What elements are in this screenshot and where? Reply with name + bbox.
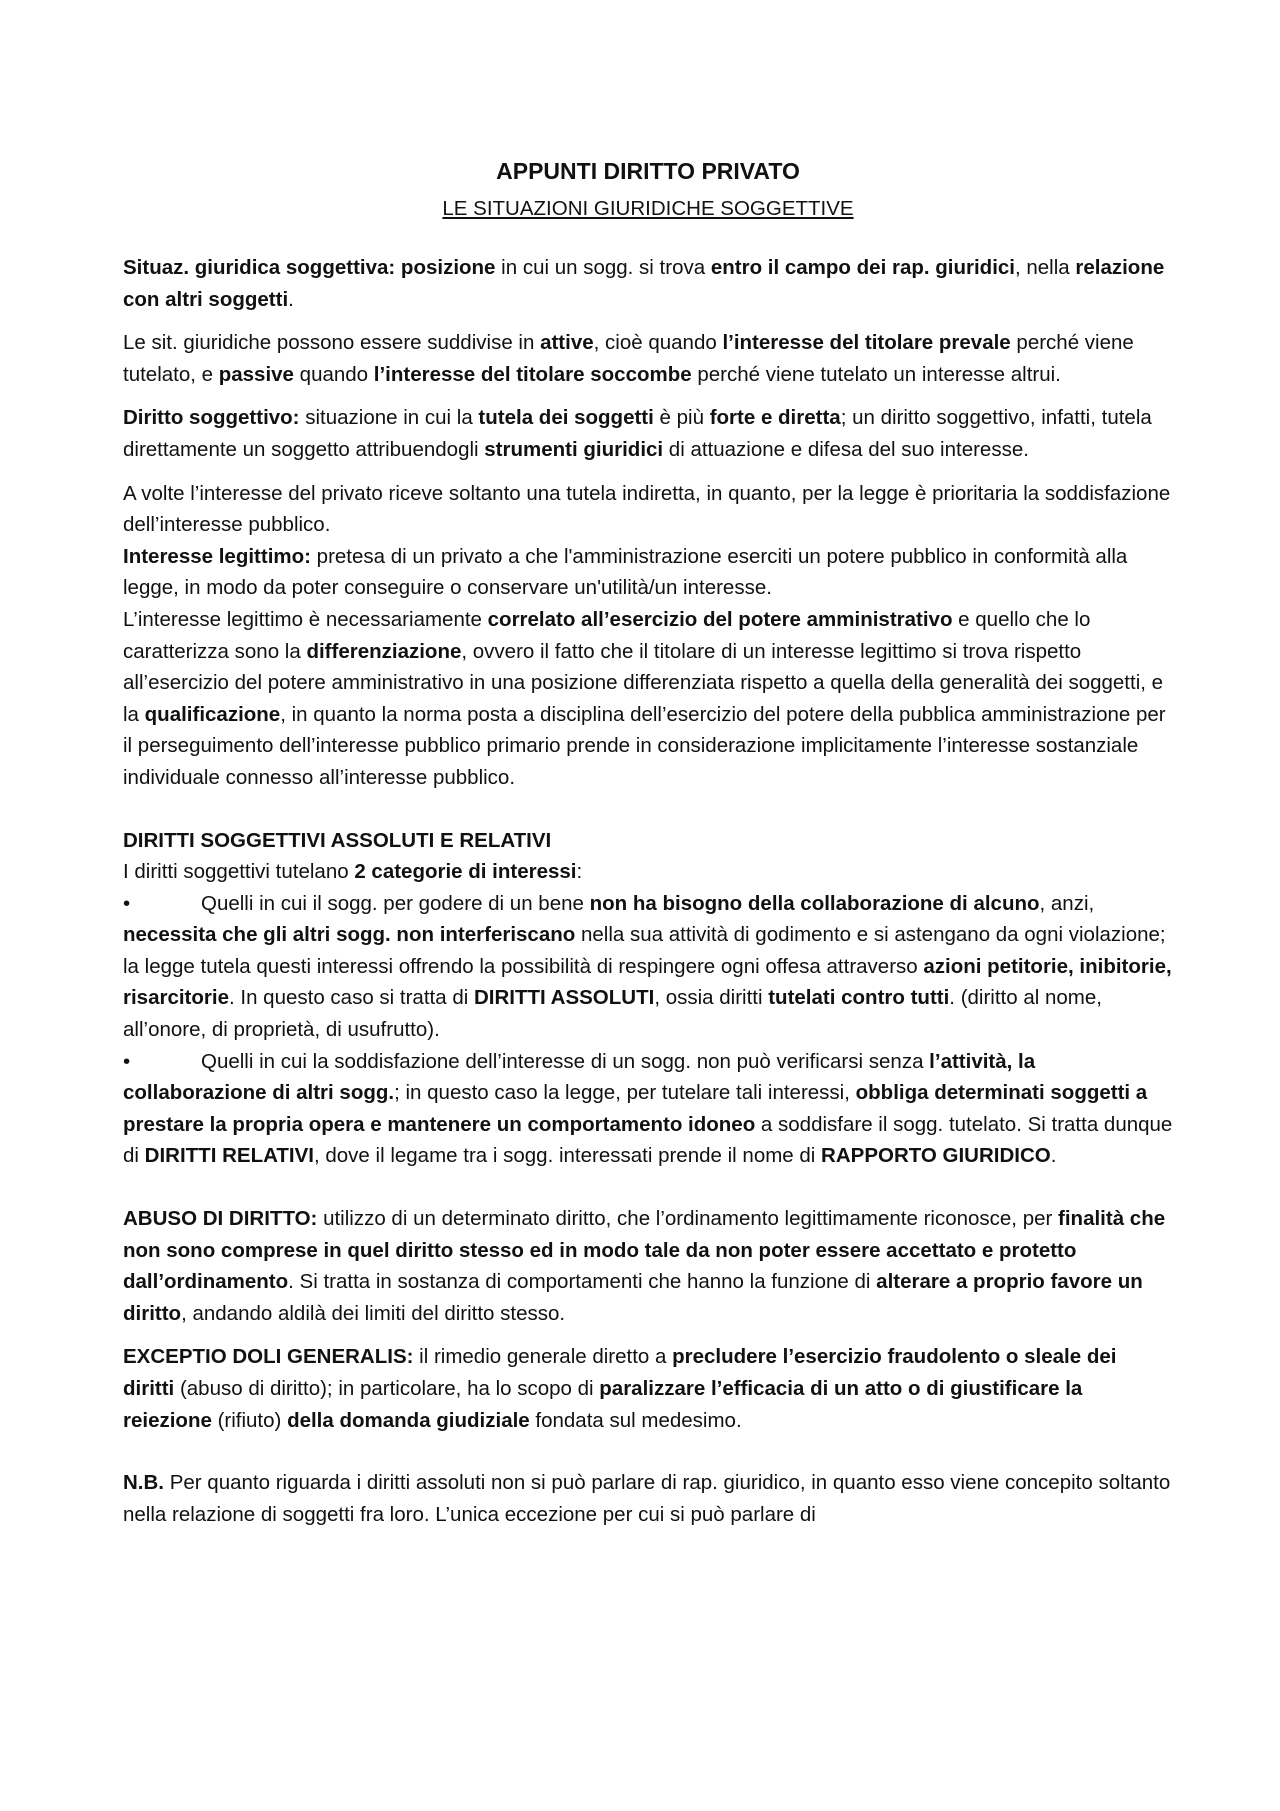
text-run: . (diritto al nome, all’onore, di proprietà, di usufrutto). xyxy=(123,986,1102,1042)
bold-text: Interesse legittimo: xyxy=(123,544,311,568)
text-run: perché viene tutelato, e xyxy=(123,331,1134,386)
bold-text: attive xyxy=(540,331,594,355)
bold-text: Diritto soggettivo: xyxy=(123,406,300,430)
text-run: perché viene tutelato un interesse altrui. xyxy=(691,362,1061,386)
paragraph xyxy=(123,604,1173,794)
document-subtitle: LE SITUAZIONI GIURIDICHE SOGGETTIVE xyxy=(442,197,854,220)
paragraph xyxy=(123,1203,1173,1329)
bold-text: 2 categorie di interessi xyxy=(354,860,577,884)
text-run: ; un diritto soggettivo, infatti, tutela direttamente un soggetto attribuendogli xyxy=(123,406,1152,461)
text-run: , ovvero il fatto che il titolare di un interesse legittimo si trova rispetto all’esercizio del potere amministrativo in una posizione differenziata rispetto a quella della generalità dei soggetti, e la xyxy=(123,639,1164,726)
bold-text: tutelati contro tutti xyxy=(768,986,950,1010)
text-run: utilizzo di un determinato diritto, che l’ordinamento legittimamente riconosce, per xyxy=(317,1207,1059,1231)
document-title: APPUNTI DIRITTO PRIVATO xyxy=(496,158,800,184)
text-run: L’interesse legittimo è necessariamente xyxy=(123,607,488,631)
bold-text: EXCEPTIO DOLI GENERALIS: xyxy=(123,1345,414,1369)
bold-text: della domanda giudiziale xyxy=(287,1408,530,1432)
document-page xyxy=(123,150,1173,1530)
bold-text: l’attività, la collaborazione di altri sogg. xyxy=(123,1049,1036,1105)
bold-text: obbliga determinati soggetti a prestare la propria opera e mantenere un comportamento idoneo xyxy=(123,1081,1148,1136)
text-run: , in quanto la norma posta a disciplina dell’esercizio del potere della pubblica amministrazione per il perseguimento dell’interesse pubblico primario prende in considerazione implicitamente l’interesse sostanziale individuale connesso all’interesse pubblico. xyxy=(123,702,1166,789)
bold-text: ABUSO DI DIRITTO: xyxy=(123,1207,318,1231)
bold-text: correlato all’esercizio del potere amministrativo xyxy=(487,607,953,631)
text-run: quando xyxy=(293,362,374,386)
list-item-text xyxy=(123,1050,1172,1168)
text-run: , nella xyxy=(1014,256,1076,279)
text-run: . Si tratta in sostanza di comportamenti che hanno la funzione di xyxy=(288,1270,877,1294)
text-run: , anzi, xyxy=(1039,891,1095,915)
bold-text: l’interesse del titolare prevale xyxy=(722,331,1011,355)
bold-text: non ha bisogno della collaborazione di alcuno xyxy=(589,891,1040,915)
bold-text: qualificazione xyxy=(144,702,281,726)
bold-text: forte e diretta xyxy=(709,406,841,430)
text-run: fondata sul medesimo. xyxy=(529,1408,742,1432)
text-run: Le sit. giuridiche possono essere suddivise in xyxy=(123,331,541,355)
text-run: situazione in cui la xyxy=(299,406,479,430)
paragraph xyxy=(123,1467,1173,1530)
paragraph xyxy=(123,327,1173,390)
bold-text: finalità che non sono comprese in quel diritto stesso ed in modo tale da non poter essere accettato e protetto dall’ordinamento xyxy=(123,1207,1166,1294)
bold-text: relazione con altri soggetti xyxy=(123,256,1165,311)
text-run: pretesa di un privato a che l'amministrazione eserciti un potere pubblico in conformità alla legge, in modo da poter conseguire o conservare un'utilità/un interesse. xyxy=(123,544,1128,600)
bold-text: necessita che gli altri sogg. non interferiscano xyxy=(123,923,576,947)
paragraph xyxy=(123,252,1173,315)
text-run: ; in questo caso la legge, per tutelare tali interessi, xyxy=(394,1081,856,1105)
text-run: nella sua attività di godimento e si astengano da ogni violazione; la legge tutela questi interessi offrendo la possibilità di respingere ogni offesa attraverso xyxy=(123,923,1166,978)
paragraph xyxy=(123,402,1173,465)
bold-text: precludere l’esercizio fraudolento o sleale dei diritti xyxy=(123,1345,1117,1400)
list-item xyxy=(123,1046,1173,1172)
list-item-text xyxy=(123,892,1172,1041)
bullet-icon: • xyxy=(123,1049,131,1073)
text-run: . In questo caso si tratta di xyxy=(228,986,474,1010)
bold-text: azioni petitorie, inibitorie, risarcitorie xyxy=(123,954,1172,1010)
spacer xyxy=(123,1436,1173,1467)
paragraph xyxy=(123,856,1173,888)
bold-text: RAPPORTO GIURIDICO xyxy=(821,1144,1051,1168)
text-run: è più xyxy=(653,406,710,430)
bold-text: entro il campo dei rap. giuridici xyxy=(710,256,1015,279)
bold-text: differenziazione xyxy=(306,639,462,663)
bold-text: l’interesse del titolare soccombe xyxy=(373,362,692,386)
bold-text: tutela dei soggetti xyxy=(478,406,654,430)
text-run: (rifiuto) xyxy=(211,1408,288,1432)
text-run: : xyxy=(576,860,583,884)
text-run: (abuso di diritto); in particolare, ha lo scopo di xyxy=(174,1377,600,1400)
bold-text: DIRITTI ASSOLUTI xyxy=(473,986,655,1010)
bold-text: strumenti giuridici xyxy=(484,437,664,461)
spacer xyxy=(123,1172,1173,1203)
text-run: Quelli in cui il sogg. per godere di un bene xyxy=(201,891,590,915)
bold-text: DIRITTI SOGGETTIVI ASSOLUTI E RELATIVI xyxy=(123,828,552,852)
text-run: . xyxy=(1050,1144,1057,1168)
text-run: e quello che lo caratterizza sono la xyxy=(123,607,1091,663)
text-run: , andando aldilà dei limiti del diritto stesso. xyxy=(181,1301,566,1325)
text-run: a soddisfare il sogg. tutelato. Si tratta dunque di xyxy=(123,1112,1173,1168)
bold-text: DIRITTI RELATIVI xyxy=(144,1144,314,1168)
text-run: I diritti soggettivi tutelano xyxy=(123,860,355,884)
text-run: di attuazione e difesa del suo interesse. xyxy=(663,437,1029,461)
bold-text: passive xyxy=(218,362,294,386)
bold-text: paralizzare l’efficacia di un atto o di giustificare la reiezione xyxy=(123,1377,1083,1432)
text-run: Quelli in cui la soddisfazione dell’interesse di un sogg. non può verificarsi senza xyxy=(201,1049,930,1073)
paragraph xyxy=(123,478,1173,541)
bold-text: alterare a proprio favore un diritto xyxy=(123,1270,1143,1325)
text-run: , cioè quando xyxy=(593,331,723,355)
bold-text: N.B. xyxy=(123,1471,164,1495)
text-run: Per quanto riguarda i diritti assoluti non si può parlare di rap. giuridico, in quanto esso viene concepito soltanto nella relazione di soggetti fra loro. L’unica eccezione per cui si può parlare di xyxy=(123,1471,1171,1526)
text-run: il rimedio generale diretto a xyxy=(413,1345,673,1369)
paragraph xyxy=(123,541,1173,604)
text-run: , ossia diritti xyxy=(654,986,769,1010)
paragraph xyxy=(123,1341,1173,1436)
list-item xyxy=(123,888,1173,1046)
text-run: , dove il legame tra i sogg. interessati prende il nome di xyxy=(313,1144,822,1168)
text-run: A volte l’interesse del privato riceve soltanto una tutela indiretta, in quanto, per la legge è prioritaria la soddisfazione dell’interesse pubblico. xyxy=(123,481,1171,537)
text-run: . xyxy=(288,287,294,311)
bold-text: Situaz. giuridica soggettiva: posizione xyxy=(123,256,496,279)
text-run: in cui un sogg. si trova xyxy=(495,256,711,279)
bullet-icon: • xyxy=(123,891,131,915)
section-heading xyxy=(123,825,1173,857)
spacer xyxy=(123,794,1173,825)
